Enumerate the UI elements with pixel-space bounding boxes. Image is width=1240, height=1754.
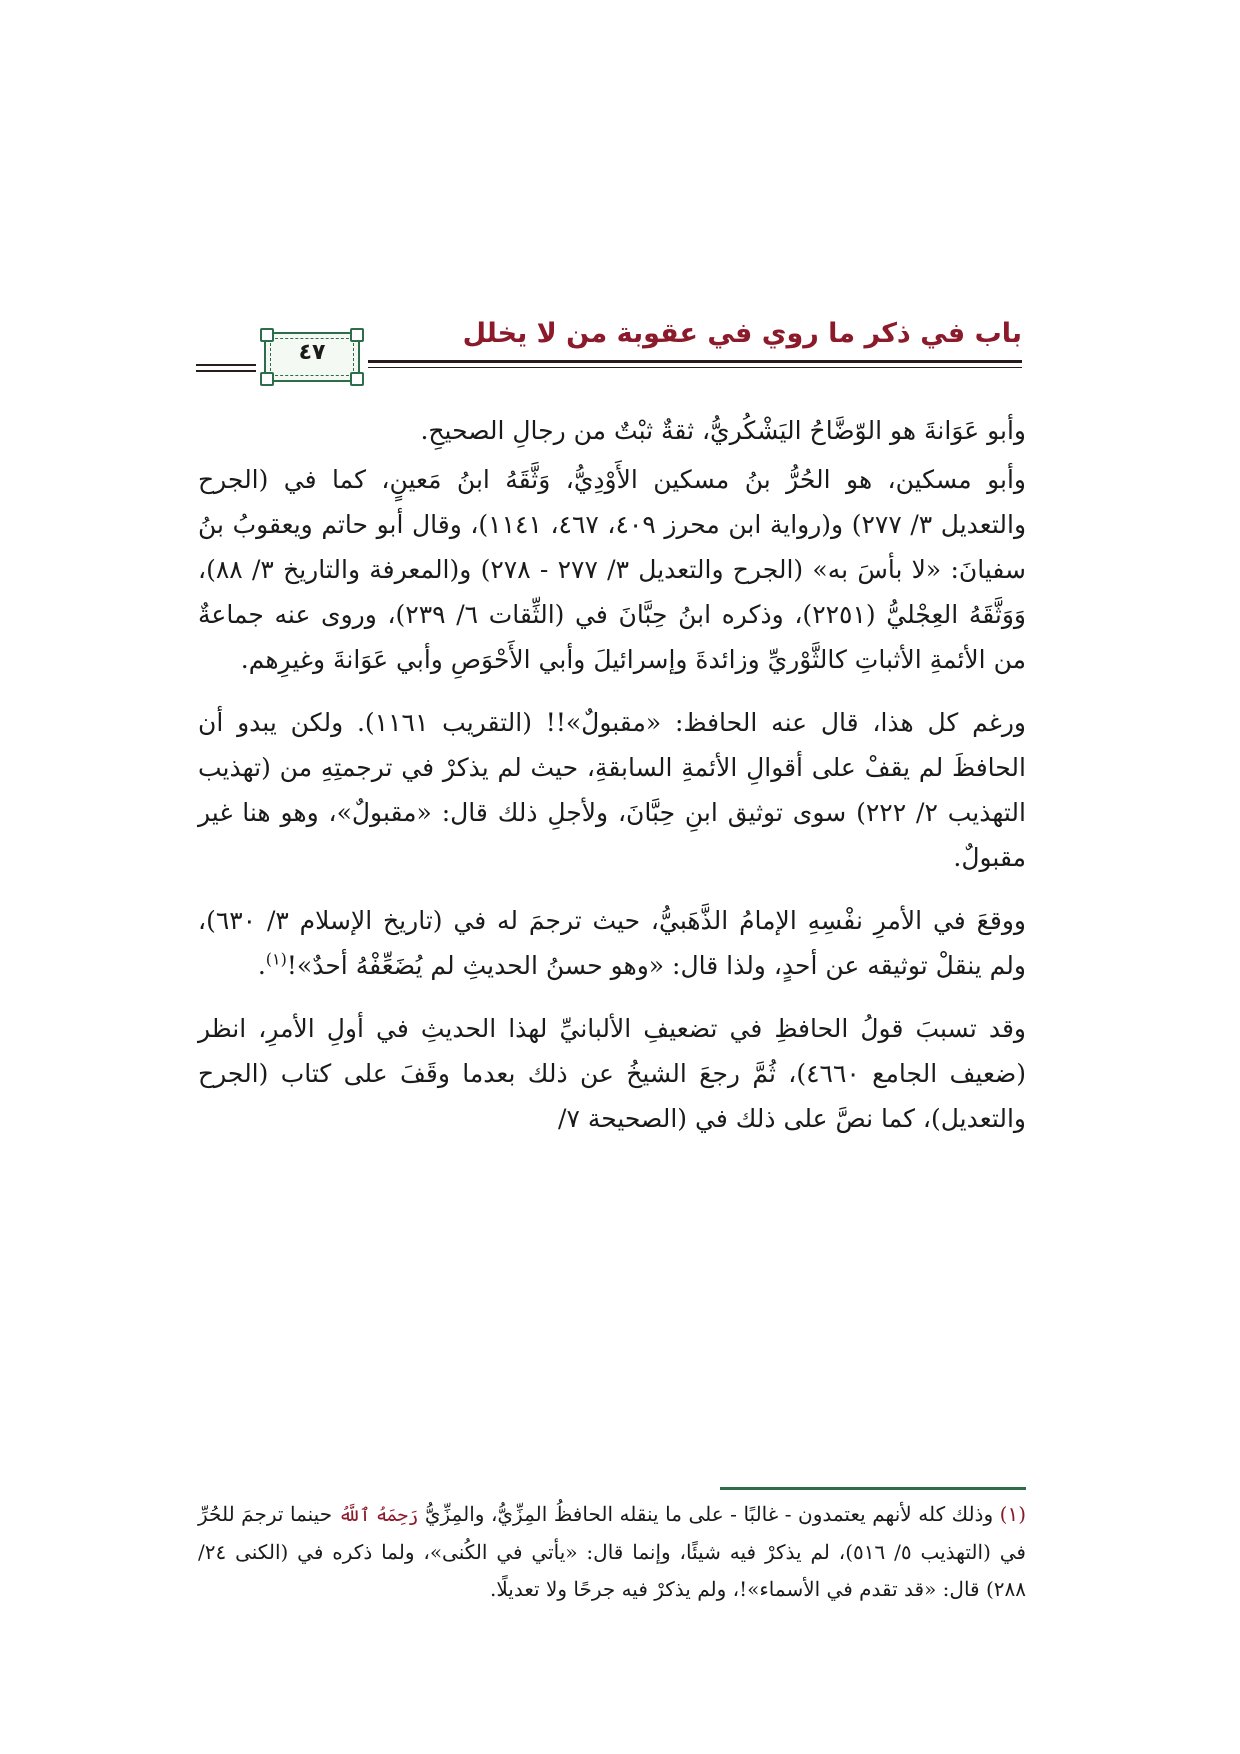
header-rule-left-upper xyxy=(196,364,256,366)
frame-corner-ornament xyxy=(350,372,364,386)
paragraph-5: وقد تسببَ قولُ الحافظِ في تضعيفِ الألبانيِّ لهذا الحديثِ في أولِ الأمرِ، انظر (ضعيف الجامع ٤٦٦٠)، ثُمَّ رجعَ الشيخُ عن ذلك بعدما وقَفَ على كتاب (الجرح والتعديل)، كما نصَّ على ذلك في (الصحيحة ٧/ xyxy=(198,1014,1027,1133)
footnote-text-b: حينما ترجمَ للحُرِّ في (التهذيب ٥/ ٥١٦)، لم يذكرْ فيه شيئًا، وإنما قال: «يأتي في الكُنى»، ولما ذكره في (الكنى ٢٤/ ٢٨٨) قال: «قد تقدم في الأسماء»!، ولم يذكرْ فيه جرحًا ولا تعديلًا. xyxy=(198,1502,1026,1601)
frame-corner-ornament xyxy=(260,372,274,386)
chapter-title: باب في ذكر ما روي في عقوبة من لا يخلل xyxy=(462,318,1022,349)
footnote-reference[interactable]: (١) xyxy=(265,949,287,969)
footnote-1 xyxy=(198,1496,1026,1608)
footnote-text-a: وذلك كله لأنهم يعتمدون - غالبًا - على ما ينقله الحافظُ المِزِّيُّ، والمِزِّيُّ xyxy=(424,1502,994,1526)
paragraph-4-end: . xyxy=(257,951,266,980)
paragraph-4-text: ووقعَ في الأمرِ نفْسِهِ الإمامُ الذَّهَبيُّ، حيث ترجمَ له في (تاريخ الإسلام ٣/ ٦٣٠)، ولم ينقلْ توثيقه عن أحدٍ، ولذا قال: «وهو حسنُ الحديثِ لم يُضَعِّفْهُ أحدٌ»! xyxy=(198,906,1026,980)
paragraph-3: ورغم كل هذا، قال عنه الحافظ: «مقبولٌ»!! (التقريب ١١٦١). ولكن يبدو أن الحافظَ لم يقفْ على أقوالِ الأئمةِ السابقةِ، حيث لم يذكرْ في ترجمتِهِ من (تهذيب التهذيب ٢/ ٢٢٢) سوى توثيق ابنِ حِبَّانَ، ولأجلِ ذلك قال: «مقبولٌ»، وهو هنا غير مقبولٌ. xyxy=(198,708,1026,872)
footnote-marker: (١) xyxy=(999,1502,1027,1526)
page-number-frame xyxy=(264,332,360,382)
footnote-separator xyxy=(720,1487,1026,1490)
page-header xyxy=(196,318,1022,388)
main-text xyxy=(198,408,1026,1159)
paragraph-1: وأبو عَوَانةَ هو الوّضَّاحُ اليَشْكُريُّ، ثقةٌ ثبْتٌ من رجالِ الصحيحِ. xyxy=(420,416,1026,445)
footnotes xyxy=(198,1496,1026,1608)
honorific-glyph: رَحِمَهُ ٱللَّهُ xyxy=(338,1505,419,1526)
header-rule-thin xyxy=(368,367,1022,368)
page-number: ٤٧ xyxy=(298,340,326,365)
header-rule xyxy=(368,360,1022,363)
paragraph-4 xyxy=(198,898,1026,988)
paragraph-2: وأبو مسكين، هو الحُرُّ بنُ مسكين الأَوْدِيُّ، وَثَّقَهُ ابنُ مَعينٍ، كما في (الجرح والتعديل ٣/ ٢٧٧) و(رواية ابن محرز ٤٠٩، ٤٦٧، ١١٤١)، وقال أبو حاتم ويعقوبُ بنُ سفيانَ: «لا بأسَ به» (الجرح والتعديل ٣/ ٢٧٧ - ٢٧٨) و(المعرفة والتاريخ ٣/ ٨٨)، وَوَثَّقَهُ العِجْليُّ (٢٢٥١)، وذكره ابنُ حِبَّانَ في (الثِّقات ٦/ ٢٣٩)، وروى عنه جماعةٌ من الأئمةِ الأثباتِ كالثَّوْريِّ وزائدةَ وإسرائيلَ وأبي الأَحْوَصِ وأبي عَوَانةَ وغيرِهم. xyxy=(198,465,1027,674)
header-rule-left-lower xyxy=(196,370,256,372)
